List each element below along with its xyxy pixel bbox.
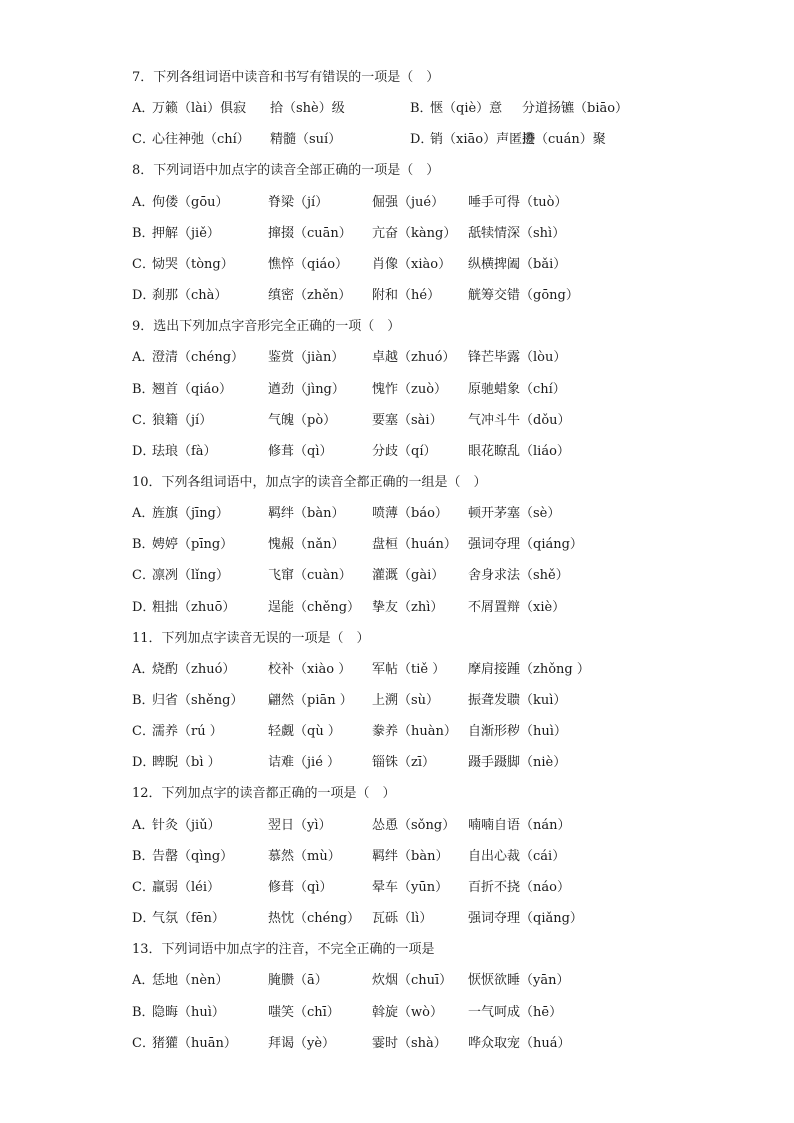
- option-row: [132, 533, 592, 557]
- option-label: A．: [132, 661, 155, 677]
- word-with-pinyin: 睥睨（bì ）: [152, 755, 221, 771]
- option-label: B．: [132, 381, 155, 397]
- answer-option[interactable]: [132, 378, 592, 402]
- option-label: A．: [132, 101, 155, 117]
- word-with-pinyin: 顿开茅塞（sè）: [468, 506, 561, 522]
- answer-option[interactable]: [132, 876, 592, 900]
- answer-option[interactable]: [132, 1001, 592, 1025]
- option-row: [132, 1001, 592, 1025]
- question-stem: 9．选出下列加点字音形完全正确的一项（ ）: [132, 319, 401, 335]
- word-with-pinyin: 晕车（yūn）: [372, 879, 449, 895]
- word-with-pinyin: 愧赧（nǎn）: [268, 537, 345, 553]
- answer-option[interactable]: [410, 128, 690, 152]
- answer-option[interactable]: [132, 128, 412, 152]
- word-with-pinyin: 缜密（zhěn）: [268, 288, 352, 304]
- word-with-pinyin: 旌旗（jīng）: [152, 506, 229, 522]
- word-with-pinyin: 恸哭（tòng）: [152, 256, 234, 272]
- word-with-pinyin: 唾手可得（tuò）: [468, 194, 568, 210]
- word-with-pinyin: 惬（qiè）意: [430, 101, 503, 117]
- word-with-pinyin: 羁绊（bàn）: [372, 848, 449, 864]
- answer-option[interactable]: [132, 253, 592, 277]
- option-label: D．: [132, 443, 156, 459]
- answer-option[interactable]: [132, 440, 592, 464]
- word-with-pinyin: 翌日（yì）: [268, 817, 332, 833]
- option-label: C．: [132, 724, 155, 740]
- option-row: [132, 253, 592, 277]
- word-with-pinyin: 挚友（zhì）: [372, 599, 444, 615]
- word-with-pinyin: 炊烟（chuī）: [372, 973, 453, 989]
- word-with-pinyin: 澄清（chéng）: [152, 350, 245, 366]
- answer-option[interactable]: [132, 97, 412, 121]
- answer-option[interactable]: [132, 689, 592, 713]
- word-with-pinyin: 珐琅（fà）: [152, 443, 217, 459]
- question-stem: 8．下列词语中加点字的读音全部正确的一项是（ ）: [132, 163, 440, 179]
- word-with-pinyin: 强词夺理（qiáng）: [468, 537, 583, 553]
- word-with-pinyin: 自渐形秽（huì）: [468, 724, 567, 740]
- option-label: A．: [132, 350, 155, 366]
- answer-option[interactable]: [132, 845, 592, 869]
- option-label: B．: [132, 537, 155, 553]
- option-row: [132, 284, 592, 308]
- word-with-pinyin: 锱铢（zī）: [372, 755, 436, 771]
- word-with-pinyin: 气冲斗牛（dǒu）: [468, 412, 571, 428]
- word-with-pinyin: 刹那（chà）: [152, 288, 228, 304]
- word-with-pinyin: 眼花瞭乱（liáo）: [468, 443, 570, 459]
- word-with-pinyin: 精髓（suí）: [270, 132, 342, 148]
- word-with-pinyin: 脊梁（jí）: [268, 194, 329, 210]
- option-row: [132, 969, 592, 993]
- option-row: [132, 720, 592, 744]
- word-with-pinyin: 霎时（shà）: [372, 1035, 447, 1051]
- word-with-pinyin: 遒劲（jìng）: [268, 381, 345, 397]
- word-with-pinyin: 分道扬镳（biāo）: [522, 101, 629, 117]
- word-with-pinyin: 万籁（lài）俱寂: [152, 101, 247, 117]
- option-row: [132, 502, 592, 526]
- answer-option[interactable]: [410, 97, 690, 121]
- word-with-pinyin: 纵横捭阖（bǎi）: [468, 256, 567, 272]
- word-with-pinyin: 恹恹欲睡（yān）: [468, 973, 570, 989]
- word-with-pinyin: 销（xiāo）声匿迹: [430, 132, 536, 148]
- answer-option[interactable]: [132, 596, 592, 620]
- option-label: D．: [132, 755, 156, 771]
- word-with-pinyin: 翩然（piān ）: [268, 693, 353, 708]
- word-with-pinyin: 喷薄（báo）: [372, 506, 448, 522]
- word-with-pinyin: 肖像（xiào）: [372, 256, 452, 272]
- answer-option[interactable]: [132, 1032, 592, 1056]
- answer-option[interactable]: [132, 346, 592, 370]
- option-label: A．: [132, 817, 155, 833]
- answer-option[interactable]: [132, 720, 592, 744]
- word-with-pinyin: 猪獾（huān）: [152, 1035, 237, 1051]
- word-with-pinyin: 原驰蜡象（chí）: [468, 381, 566, 397]
- word-with-pinyin: 瓦砾（lì）: [372, 911, 433, 927]
- option-label: D．: [132, 911, 156, 927]
- word-with-pinyin: 不屑置辩（xiè）: [468, 599, 566, 615]
- word-with-pinyin: 押解（jiě）: [152, 225, 220, 241]
- word-with-pinyin: 恁地（nèn）: [152, 973, 229, 989]
- answer-option[interactable]: [132, 409, 592, 433]
- word-with-pinyin: 百折不挠（náo）: [468, 879, 570, 895]
- answer-option[interactable]: [132, 284, 592, 308]
- word-with-pinyin: 盘桓（huán）: [372, 537, 457, 553]
- word-with-pinyin: 憔悴（qiáo）: [268, 256, 349, 272]
- answer-option[interactable]: [132, 751, 592, 775]
- word-with-pinyin: 喃喃自语（nán）: [468, 817, 571, 833]
- option-label: A．: [132, 506, 155, 522]
- word-with-pinyin: 气魄（pò）: [268, 412, 337, 428]
- word-with-pinyin: 哗众取宠（huá）: [468, 1035, 571, 1051]
- word-with-pinyin: 针灸（jiǔ）: [152, 817, 221, 833]
- word-with-pinyin: 愧怍（zuò）: [372, 381, 448, 397]
- option-label: B．: [132, 225, 155, 241]
- word-with-pinyin: 振聋发聩（kuì）: [468, 693, 567, 708]
- word-with-pinyin: 娉婷（pīng）: [152, 537, 234, 553]
- word-with-pinyin: 凛冽（lǐng）: [152, 568, 230, 584]
- word-with-pinyin: 灌溉（gài）: [372, 568, 445, 584]
- word-with-pinyin: 豢养（huàn）: [372, 724, 457, 740]
- option-label: A．: [132, 194, 155, 210]
- question-stem: 11．下列加点字读音无误的一项是（ ）: [132, 630, 370, 646]
- word-with-pinyin: 攒（cuán）聚: [522, 132, 606, 148]
- option-row: [132, 1032, 592, 1056]
- option-label: B．: [132, 1004, 155, 1020]
- word-with-pinyin: 舍身求法（shě）: [468, 568, 569, 584]
- word-with-pinyin: 轻觑（qù ）: [268, 724, 341, 740]
- question-stem: 10．下列各组词语中，加点字的读音全都正确的一组是（ ）: [132, 474, 487, 490]
- option-label: C．: [132, 879, 155, 895]
- answer-option[interactable]: [132, 222, 592, 246]
- answer-option[interactable]: [132, 191, 592, 215]
- word-with-pinyin: 羁绊（bàn）: [268, 506, 345, 522]
- word-with-pinyin: 鉴赏（jiàn）: [268, 350, 345, 366]
- word-with-pinyin: 附和（hé）: [372, 288, 441, 304]
- word-with-pinyin: 修葺（qì）: [268, 443, 333, 459]
- word-with-pinyin: 逞能（chěng）: [268, 599, 361, 615]
- word-with-pinyin: 濡养（rú ）: [152, 724, 223, 740]
- option-row: [132, 689, 592, 713]
- option-label: D．: [132, 599, 156, 615]
- word-with-pinyin: 归省（shěng）: [152, 693, 244, 708]
- word-with-pinyin: 自出心裁（cái）: [468, 848, 566, 864]
- word-with-pinyin: 诘难（jié ）: [268, 755, 341, 771]
- option-label: C．: [132, 568, 155, 584]
- word-with-pinyin: 一气呵成（hē）: [468, 1004, 563, 1020]
- word-with-pinyin: 军帖（tiě ）: [372, 661, 446, 677]
- word-with-pinyin: 腌臜（ā）: [268, 973, 328, 989]
- word-with-pinyin: 要塞（sài）: [372, 412, 443, 428]
- word-with-pinyin: 翘首（qiáo）: [152, 381, 233, 397]
- word-with-pinyin: 倔强（jué）: [372, 194, 445, 210]
- answer-option[interactable]: [132, 658, 592, 682]
- word-with-pinyin: 飞窜（cuàn）: [268, 568, 352, 584]
- word-with-pinyin: 舐犊情深（shì）: [468, 225, 566, 241]
- word-with-pinyin: 撺掇（cuān）: [268, 225, 352, 241]
- word-with-pinyin: 心往神弛（chí）: [152, 132, 250, 148]
- option-label: B．: [132, 848, 155, 864]
- option-row: [132, 907, 592, 931]
- option-row: [132, 658, 592, 682]
- word-with-pinyin: 热忱（chéng）: [268, 911, 361, 927]
- question-stem: 13．下列词语中加点字的注音，不完全正确的一项是: [132, 942, 435, 958]
- word-with-pinyin: 隐晦（huì）: [152, 1004, 225, 1020]
- question-stem: 12．下列加点字的读音都正确的一项是（ ）: [132, 786, 396, 802]
- word-with-pinyin: 拜谒（yè）: [268, 1035, 336, 1051]
- word-with-pinyin: 慕然（mù）: [268, 848, 341, 864]
- option-label: D．: [410, 132, 434, 148]
- word-with-pinyin: 锋芒毕露（lòu）: [468, 350, 567, 366]
- word-with-pinyin: 气氛（fēn）: [152, 911, 225, 927]
- word-with-pinyin: 校补（xiào ）: [268, 661, 352, 677]
- word-with-pinyin: 告罄（qìng）: [152, 848, 234, 864]
- question-stem: 7．下列各组词语中读音和书写有错误的一项是（ ）: [132, 70, 440, 85]
- word-with-pinyin: 怂恿（sǒng）: [372, 817, 456, 833]
- answer-option[interactable]: [132, 533, 592, 557]
- word-with-pinyin: 烧酌（zhuó）: [152, 661, 236, 677]
- answer-option[interactable]: [132, 814, 592, 838]
- word-with-pinyin: 嗤笑（chī）: [268, 1004, 340, 1020]
- word-with-pinyin: 佝偻（gōu）: [152, 194, 229, 210]
- option-row: [132, 814, 592, 838]
- option-row: [132, 440, 592, 464]
- word-with-pinyin: 羸弱（léi）: [152, 879, 221, 895]
- word-with-pinyin: 强词夺理（qiǎng）: [468, 911, 583, 927]
- word-with-pinyin: 修葺（qì）: [268, 879, 333, 895]
- word-with-pinyin: 觥筹交错（gōng）: [468, 288, 579, 304]
- word-with-pinyin: 狼籍（jí）: [152, 412, 213, 428]
- word-with-pinyin: 粗拙（zhuō）: [152, 599, 236, 615]
- option-label: C．: [132, 132, 155, 148]
- word-with-pinyin: 蹑手蹑脚（niè）: [468, 755, 567, 771]
- word-with-pinyin: 亢奋（kàng）: [372, 225, 457, 241]
- word-with-pinyin: 卓越（zhuó）: [372, 350, 456, 366]
- word-with-pinyin: 斡旋（wò）: [372, 1004, 443, 1020]
- answer-option[interactable]: [132, 907, 592, 931]
- option-label: B．: [410, 101, 433, 117]
- option-row: [132, 409, 592, 433]
- option-row: [132, 378, 592, 402]
- option-label: A．: [132, 973, 155, 989]
- option-row: [132, 845, 592, 869]
- option-row: [132, 876, 592, 900]
- word-with-pinyin: 摩肩接踵（zhǒng ）: [468, 661, 590, 677]
- option-label: D．: [132, 288, 156, 304]
- option-label: C．: [132, 412, 155, 428]
- answer-option[interactable]: [132, 564, 592, 588]
- option-label: C．: [132, 256, 155, 272]
- word-with-pinyin: 上溯（sù）: [372, 693, 440, 708]
- option-row: [132, 222, 592, 246]
- option-label: C．: [132, 1035, 155, 1051]
- word-with-pinyin: 分歧（qí）: [372, 443, 437, 459]
- answer-option[interactable]: [132, 969, 592, 993]
- option-row: [132, 596, 592, 620]
- option-row: [132, 191, 592, 215]
- option-label: B．: [132, 693, 155, 708]
- option-row: [132, 564, 592, 588]
- option-row: [132, 751, 592, 775]
- word-with-pinyin: 拾（shè）级: [270, 101, 345, 117]
- option-row: [132, 346, 592, 370]
- answer-option[interactable]: [132, 502, 592, 526]
